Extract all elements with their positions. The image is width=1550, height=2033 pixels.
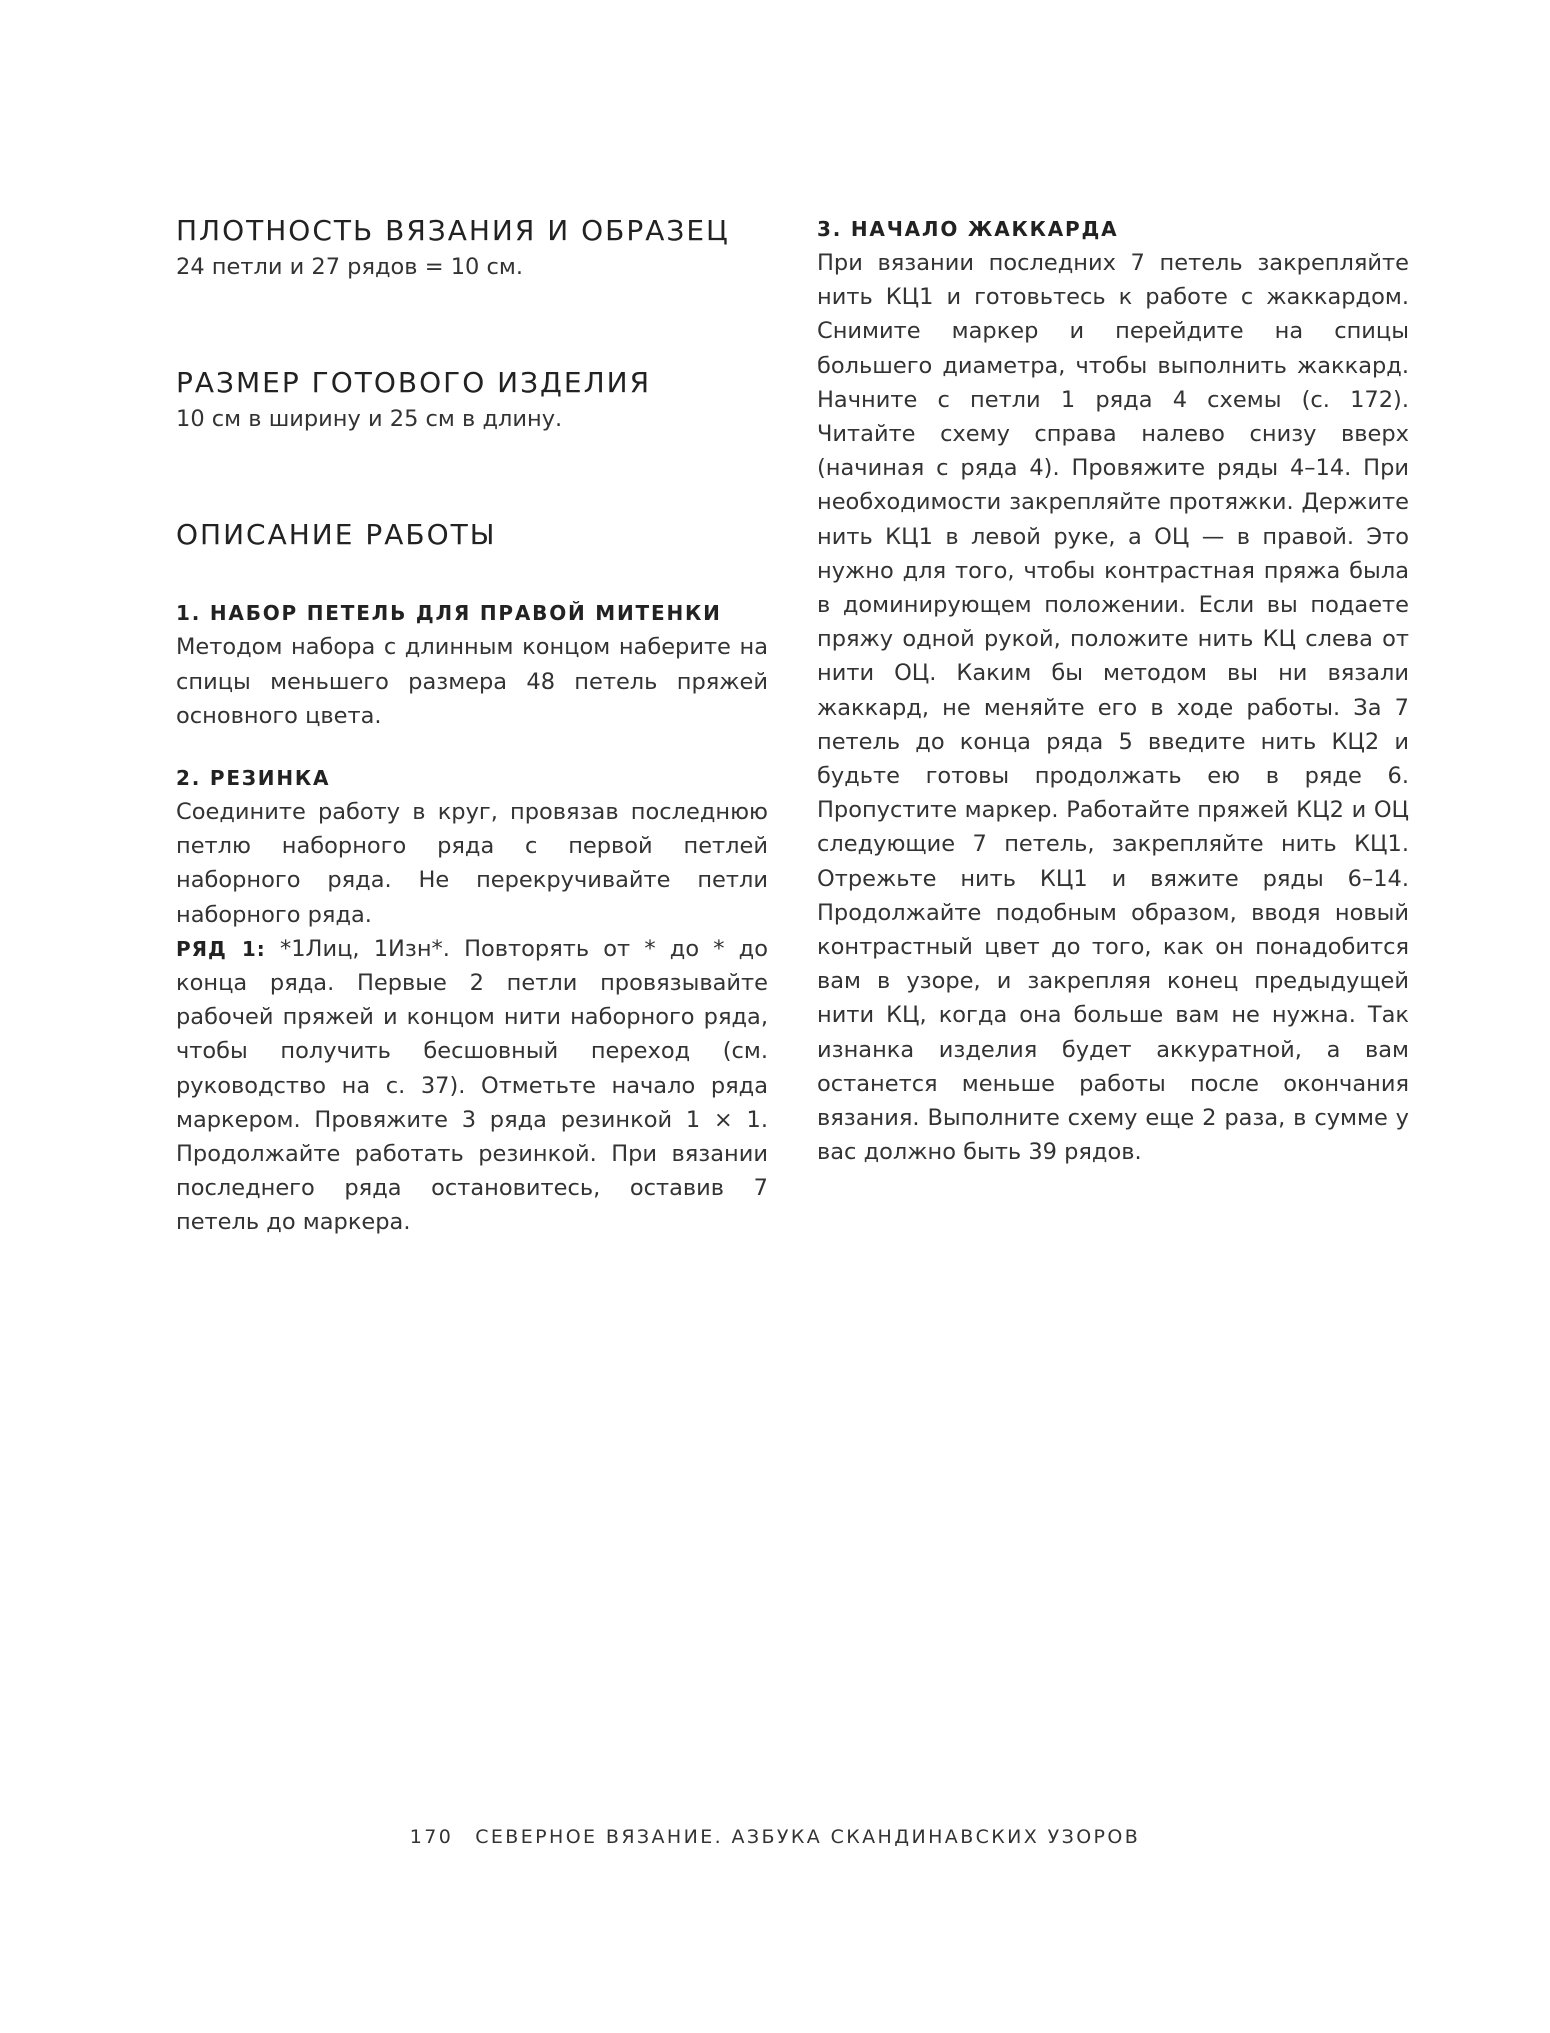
row1-paragraph <box>176 932 768 1240</box>
step3-text: При вязании последних 7 петель закрепляйте нить КЦ1 и готовьтесь к работе с жаккардом. Снимите маркер и перейдите на спицы большего диаметра, чтобы выполнить жаккард. Начните с петли 1 ряда 4 схемы (с. 172). Читайте схему справа налево снизу вверх (начиная с ряда 4). Провяжите ряды 4–14. При необходимости закрепляйте протяжки. Держите нить КЦ1 в левой руке, а ОЦ — в правой. Это нужно для того, чтобы контрастная пряжа была в доминирующем положении. Если вы подаете пряжу одной рукой, положите нить КЦ слева от нити ОЦ. Каким бы методом вы ни вязали жаккард, не меняйте его в ходе работы. За 7 петель до конца ряда 5 введите нить КЦ2 и будьте готовы продолжать ею в ряде 6. Пропустите маркер. Работайте пряжей КЦ2 и ОЦ следующие 7 петель, закрепляйте нить КЦ1. Отрежьте нить КЦ1 и вяжите ряды 6–14. Продолжайте подобным образом, вводя новый контрастный цвет до того, как он понадобится вам в узоре, и закрепляя конец предыдущей нити КЦ, когда она больше вам не нужна. Так изнанка изделия будет аккуратной, а вам останется меньше работы после окончания вязания. Выполните схему еще 2 раза, в сумме у вас должно быть 39 рядов. <box>817 250 1409 1166</box>
row1-text: *1Лиц, 1Изн*. Повторять от * до * до конца ряда. Первые 2 петли провязывайте рабочей пряжей и концом нити наборного ряда, чтобы получить бесшовный переход (см. руководство на с. 37). Отметьте начало ряда маркером. Провяжите 3 ряда резинкой 1 × 1. Продолжайте работать резинкой. При вязании последнего ряда остановитесь, оставив 7 петель до маркера. <box>176 935 769 1236</box>
page-footer <box>0 1826 1550 1848</box>
page-number: 170 <box>409 1826 454 1848</box>
gauge-heading: ПЛОТНОСТЬ ВЯЗАНИЯ И ОБРАЗЕЦ <box>176 214 730 247</box>
left-column <box>176 212 768 1240</box>
step2-heading: 2. РЕЗИНКА <box>176 766 331 791</box>
step2-text: Соедините работу в круг, провязав последнюю петлю наборного ряда с первой петлей наборного ряда. Не перекручивайте петли наборного ряда. <box>176 799 768 928</box>
gauge-text: 24 петли и 27 рядов = 10 см. <box>176 254 523 280</box>
right-column <box>817 212 1409 1169</box>
row1-label: РЯД 1: <box>176 936 266 961</box>
size-heading: РАЗМЕР ГОТОВОГО ИЗДЕЛИЯ <box>176 366 652 400</box>
description-heading: ОПИСАНИЕ РАБОТЫ <box>176 518 497 552</box>
size-text: 10 см в ширину и 25 см в длину. <box>176 406 563 433</box>
step1-heading: 1. НАБОР ПЕТЕЛЬ ДЛЯ ПРАВОЙ МИТЕНКИ <box>176 601 722 626</box>
book-title: СЕВЕРНОЕ ВЯЗАНИЕ. АЗБУКА СКАНДИНАВСКИХ УЗОРОВ <box>475 1826 1141 1848</box>
step1-text: Методом набора с длинным концом наберите на спицы меньшего размера 48 петель пряжей основного цвета. <box>176 634 768 729</box>
step3-heading: 3. НАЧАЛО ЖАККАРДА <box>817 217 1119 241</box>
